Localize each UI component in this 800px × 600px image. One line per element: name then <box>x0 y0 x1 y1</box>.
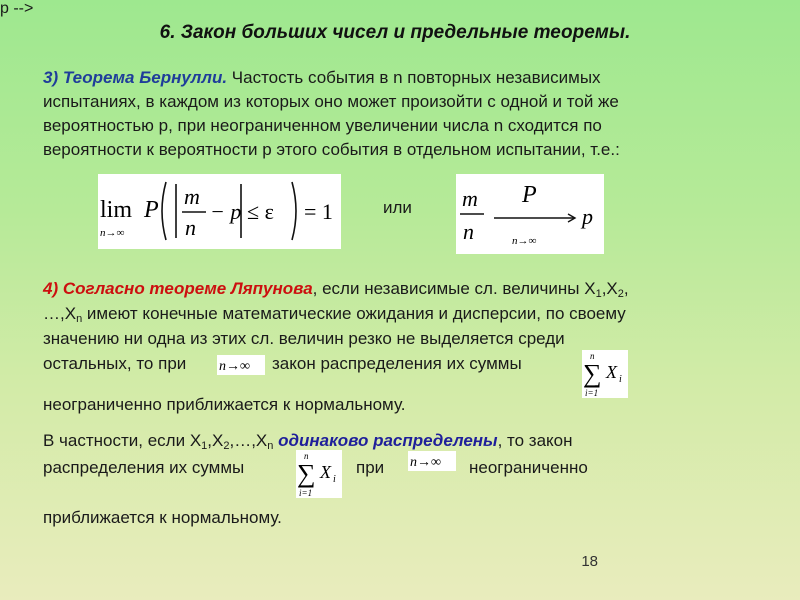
identically-distributed-emphasis: одинаково распределены <box>273 431 498 450</box>
sum-index-i-1: i <box>619 374 622 385</box>
lyapunov-line-5: неограниченно приближается к нормальному. <box>43 395 406 414</box>
particular-unbounded: неограниченно <box>469 458 588 477</box>
probability-symbol: P <box>144 197 159 223</box>
sigma-symbol-1: ∑ <box>583 359 602 388</box>
particular-line-2-start: распределения их суммы <box>43 458 245 477</box>
n-to-infinity-text-2: n→∞ <box>410 455 441 470</box>
lyapunov-line-3: значению ни одна из этих сл. величин резко не выделяется среди <box>43 329 565 348</box>
conv-numerator-m: m <box>462 186 478 211</box>
bernoulli-line-2: испытаниях, в каждом из которых оно может произойти с одной и той же <box>43 92 619 111</box>
particular-dots-x: ,…,X <box>229 431 268 450</box>
particular-line-1 <box>43 429 773 453</box>
particular-end: , то закон <box>497 431 573 450</box>
particular-line-3: приближается к нормальному. <box>43 508 282 527</box>
sum-top-n-2: n <box>304 451 309 461</box>
slide-title: 6. Закон больших чисел и предельные теоремы. <box>159 22 631 43</box>
n-to-infinity-text-1: n→∞ <box>219 359 250 374</box>
bernoulli-line-3: вероятностью p, при неограниченном увеличении числа n сходится по <box>43 116 602 135</box>
particular-subscript-1: 1 <box>201 440 208 452</box>
bernoulli-line-1 <box>43 66 763 90</box>
n-to-infinity-svg-2 <box>408 451 456 471</box>
minus-p: − p <box>210 199 242 224</box>
comma-x: ,X <box>601 279 618 298</box>
sum-formula-svg-1 <box>582 350 628 398</box>
lyapunov-line-1 <box>43 276 773 301</box>
convergence-formula-svg <box>456 174 604 254</box>
limit-formula-svg <box>98 174 341 249</box>
n-to-infinity-svg-1 <box>217 355 265 375</box>
sum-index-i-2: i <box>333 474 336 485</box>
sigma-symbol-2: ∑ <box>297 459 316 488</box>
equals-one: = 1 <box>304 199 333 224</box>
bernoulli-limit-formula <box>98 174 341 249</box>
sum-variable-x-1: X <box>606 362 617 382</box>
particular-subscript-2: 2 <box>223 440 230 452</box>
sum-formula-svg-2 <box>296 450 342 498</box>
lyapunov-line-4-end: закон распределения их суммы <box>272 354 522 373</box>
conv-subscript: n→∞ <box>512 235 537 247</box>
subscript-1: 1 <box>595 288 602 300</box>
line-1-end: , <box>623 279 629 298</box>
fraction-denominator-n: n <box>185 215 196 240</box>
lyapunov-line-1-text: , если независимые сл. величины X <box>312 279 596 298</box>
sum-bottom-2: i=1 <box>299 488 313 498</box>
bernoulli-paragraph <box>43 66 763 162</box>
lyapunov-line-2 <box>43 301 773 326</box>
le-epsilon: ≤ ε <box>247 199 274 224</box>
bernoulli-convergence-formula <box>456 174 604 254</box>
bernoulli-heading: 3) Теорема Бернулли. <box>43 68 228 87</box>
lyapunov-paragraph <box>43 276 773 351</box>
right-paren <box>292 182 296 240</box>
sum-formula-box-1 <box>582 350 628 398</box>
bernoulli-line-4: вероятности к вероятности p этого события в отдельном испытании, т.е.: <box>43 140 620 159</box>
conv-target-p: p <box>582 204 593 229</box>
sum-variable-x-2: X <box>320 462 331 482</box>
n-to-infinity-box-1 <box>217 355 265 375</box>
lyapunov-line-4-start: остальных, то при <box>43 354 187 373</box>
page-number: 18 <box>581 553 598 570</box>
particular-pri: при <box>356 458 385 477</box>
lyapunov-line-2-text: имеют конечные математические ожидания и дисперсии, по своему <box>82 304 626 323</box>
sum-bottom-1: i=1 <box>585 388 599 398</box>
particular-subscript-n: n <box>267 440 274 452</box>
lim-subscript: n→∞ <box>100 227 125 239</box>
fraction-numerator-m: m <box>184 184 200 209</box>
subscript-n: n <box>76 313 83 325</box>
conv-probability-P: P <box>522 182 537 208</box>
subscript-2: 2 <box>617 288 624 300</box>
conv-denominator-n: n <box>463 219 474 244</box>
particular-start: В частности, если X <box>43 431 202 450</box>
lim-symbol: lim <box>100 197 133 223</box>
bernoulli-line-1-text: Частость события в n повторных независимых <box>227 68 601 87</box>
n-to-infinity-box-2 <box>408 451 456 471</box>
particular-comma-x2: ,X <box>207 431 224 450</box>
lyapunov-heading: 4) Согласно теореме Ляпунова <box>43 279 313 298</box>
left-paren <box>162 182 166 240</box>
sum-formula-box-2 <box>296 450 342 498</box>
ellipsis-x: …,X <box>43 304 77 323</box>
sum-top-n-1: n <box>590 351 595 361</box>
or-label: или <box>383 198 412 217</box>
